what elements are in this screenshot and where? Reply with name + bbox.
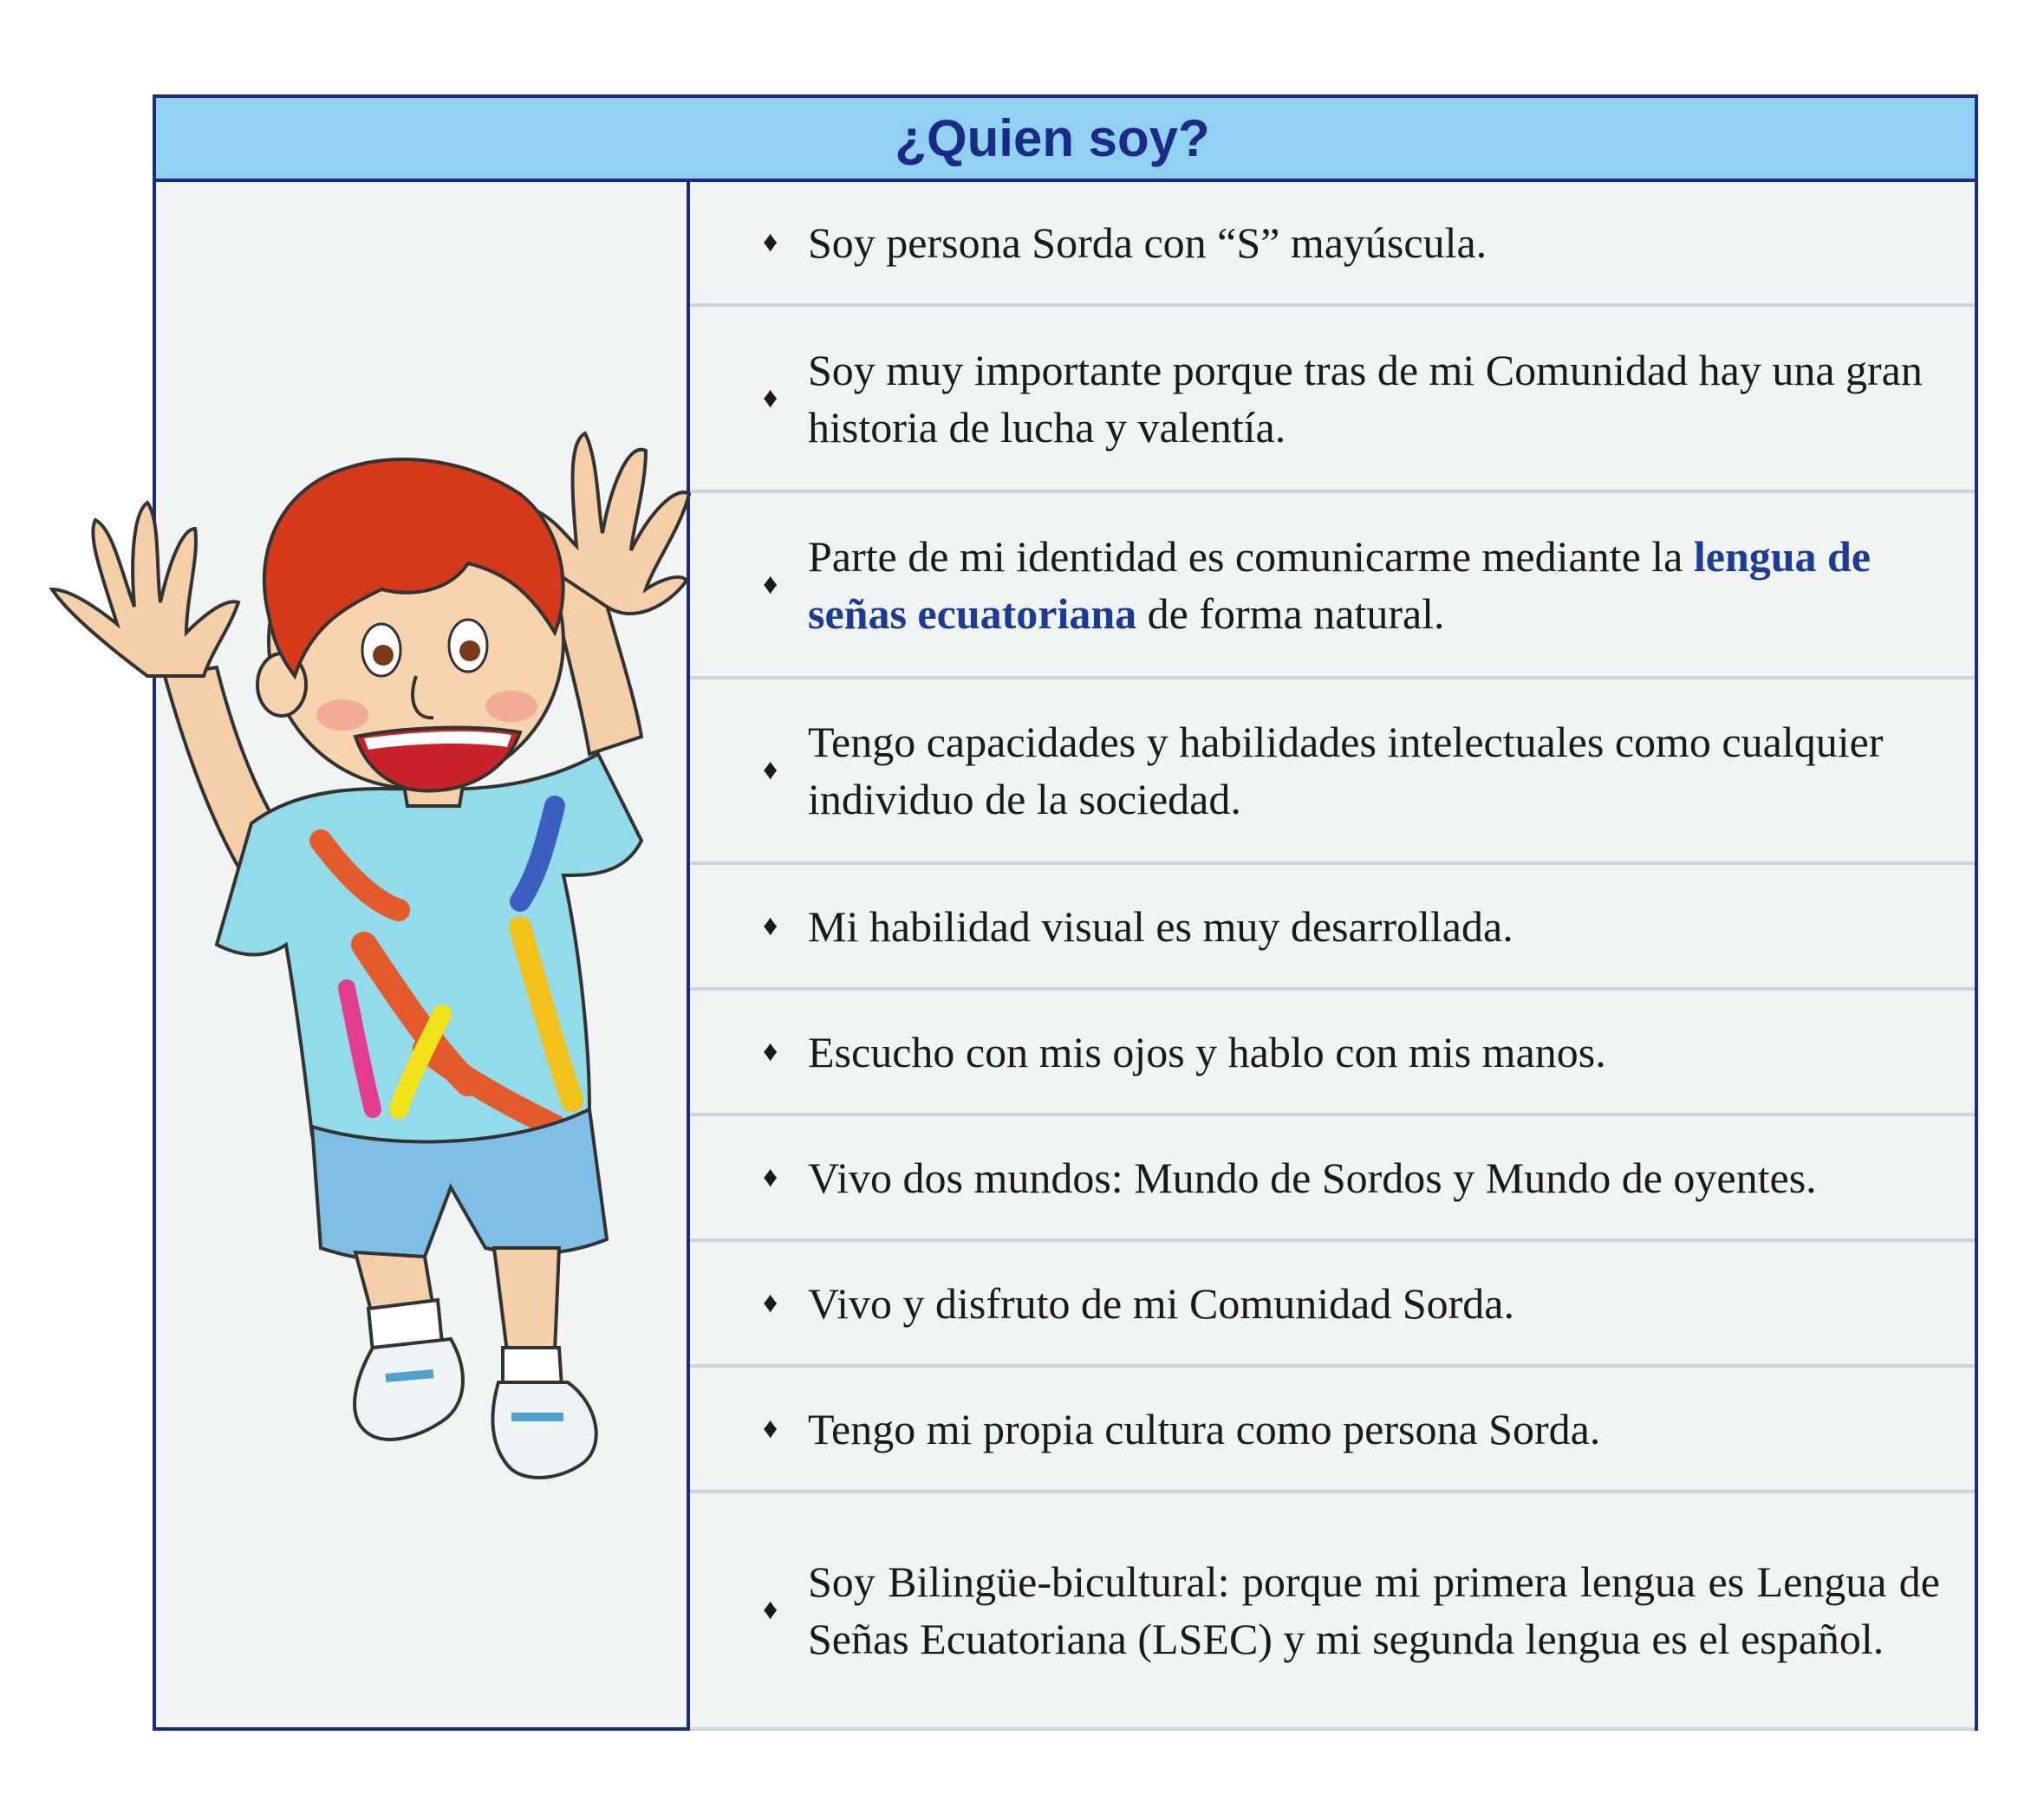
statement-text: Tengo capacidades y habilidades intelectuales como cualquier individuo de la sociedad. xyxy=(808,718,1884,823)
cartoon-boy-illustration xyxy=(35,390,728,1534)
diamond-bullet-icon: ♦ xyxy=(763,226,778,258)
statement-text: Soy persona Sorda con “S” mayúscula. xyxy=(808,218,1487,267)
statement-text: Soy Bilingüe-bicultural: porque mi primera lengua es Lengua de Señas Ecuatoriana (LSEC) y mi segunda lengua es el español. xyxy=(808,1557,1940,1663)
diamond-bullet-icon: ♦ xyxy=(763,1286,778,1319)
statement-text: Mi habilidad visual es muy desarrollada. xyxy=(808,901,1514,951)
title-bar xyxy=(156,98,1975,182)
list-item xyxy=(690,1368,1975,1493)
list-item xyxy=(690,1493,1975,1731)
list-item xyxy=(690,182,1975,307)
statement-text: Vivo y disfruto de mi Comunidad Sorda. xyxy=(808,1278,1514,1328)
list-item xyxy=(690,679,1975,865)
statement-text: Vivo dos mundos: Mundo de Sordos y Mundo de oyentes. xyxy=(808,1153,1817,1202)
list-item xyxy=(690,865,1975,991)
diamond-bullet-icon: ♦ xyxy=(763,1035,778,1068)
list-item xyxy=(690,307,1975,493)
list-item xyxy=(690,991,1975,1116)
diamond-bullet-icon: ♦ xyxy=(763,1160,778,1193)
diamond-bullet-icon: ♦ xyxy=(763,909,778,942)
list-item xyxy=(690,1116,1975,1242)
statement-list xyxy=(690,182,1975,1727)
statement-text: Tengo mi propia cultura como persona Sorda. xyxy=(808,1404,1601,1453)
highlighted-term: lengua de señas ecuatoriana xyxy=(808,531,1872,638)
statement-text xyxy=(808,528,1940,642)
statement-text: Escucho con mis ojos y hablo con mis manos. xyxy=(808,1027,1606,1076)
page-title: ¿Quien soy? xyxy=(895,109,1210,167)
diamond-bullet-icon: ♦ xyxy=(763,381,778,414)
statement-text-part: Parte de mi identidad es comunicarme mediante la xyxy=(808,531,1694,581)
list-item xyxy=(690,1242,1975,1368)
diamond-bullet-icon: ♦ xyxy=(763,568,778,601)
diamond-bullet-icon: ♦ xyxy=(763,1594,778,1626)
list-item xyxy=(690,493,1975,679)
statement-text: Soy muy importante porque tras de mi Comunidad hay una gran historia de lucha y valentía. xyxy=(808,345,1923,452)
statement-text-part: de forma natural. xyxy=(1136,588,1445,638)
diamond-bullet-icon: ♦ xyxy=(763,754,778,786)
diamond-bullet-icon: ♦ xyxy=(763,1412,778,1445)
